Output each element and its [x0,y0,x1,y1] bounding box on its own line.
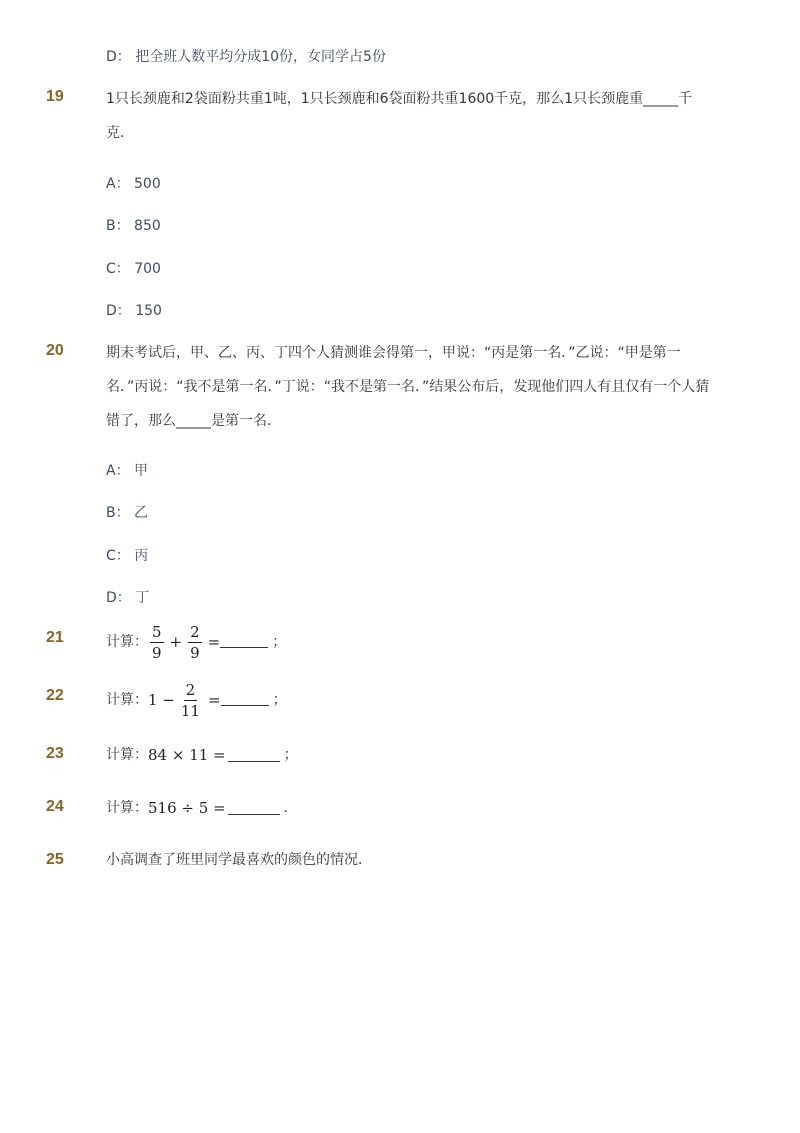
equals-sign: = [207,691,221,709]
leading-term: 1 − [148,691,175,709]
q19-option-c[interactable]: C： 700 [106,261,161,277]
answer-blank[interactable] [228,761,280,762]
numerator: 2 [185,680,196,699]
end-punctuation: ； [272,692,287,708]
q20-option-b[interactable]: B： 乙 [106,505,149,521]
question-number-21: 21 [46,629,64,646]
equals-sign: = [207,633,221,651]
calc-prefix: 计算： [106,692,148,708]
question-25-text: 小高调查了班里同学最喜欢的颜色的情况． [106,852,372,868]
fraction-2-9 [188,624,202,661]
calc-prefix: 计算： [106,747,148,763]
denominator: 11 [180,701,200,720]
question-20-text: 期末考试后，甲、乙、丙、丁四个人猜测谁会得第一，甲说：“丙是第一名．”乙说：“甲是第一名．”丙说：“我不是第一名．”丁说：“我不是第一名．”结果公布后，发现他们四人有且仅有一个人猜错了，那么_____是第一名． [106,345,710,429]
q20-option-d[interactable]: D： 丁 [106,590,150,606]
question-number-23: 23 [46,745,64,762]
calc-prefix: 计算： [106,800,148,816]
question-19-text: 1只长颈鹿和2袋面粉共重1吨，1只长颈鹿和6袋面粉共重1600千克，那么1只长颈鹿重_____千克． [106,91,693,141]
question-21-expression [106,620,286,664]
end-punctuation: ． [283,800,298,816]
question-number-20: 20 [46,342,64,359]
answer-blank[interactable] [220,647,268,648]
fraction-5-9 [150,624,164,661]
numerator: 5 [152,622,162,641]
math-expression: 84 × 11 = [148,746,226,764]
q19-option-b[interactable]: B： 850 [106,218,161,234]
calc-prefix: 计算： [106,634,148,650]
q20-option-a[interactable]: A： 甲 [106,463,149,479]
end-punctuation: ； [283,747,298,763]
question-24-expression [106,791,298,825]
question-number-22: 22 [46,687,64,704]
answer-blank[interactable] [221,705,269,706]
question-number-24: 24 [46,798,64,815]
question-number-25: 25 [46,851,64,868]
end-punctuation: ； [272,634,287,650]
question-23-expression [106,738,298,772]
q20-option-c[interactable]: C： 丙 [106,548,149,564]
answer-blank[interactable] [228,814,280,815]
question-number-19: 19 [46,88,64,105]
denominator: 9 [190,643,200,662]
fraction-2-11 [179,682,202,719]
q19-option-a[interactable]: A： 500 [106,176,161,192]
q18-option-d: D： 把全班人数平均分成10份，女同学占5份 [106,49,386,65]
numerator: 2 [190,622,200,641]
question-22-expression [106,678,287,722]
plus-operator: + [169,633,183,651]
q19-option-d[interactable]: D： 150 [106,303,162,319]
math-expression: 516 ÷ 5 = [148,799,226,817]
denominator: 9 [152,643,162,662]
